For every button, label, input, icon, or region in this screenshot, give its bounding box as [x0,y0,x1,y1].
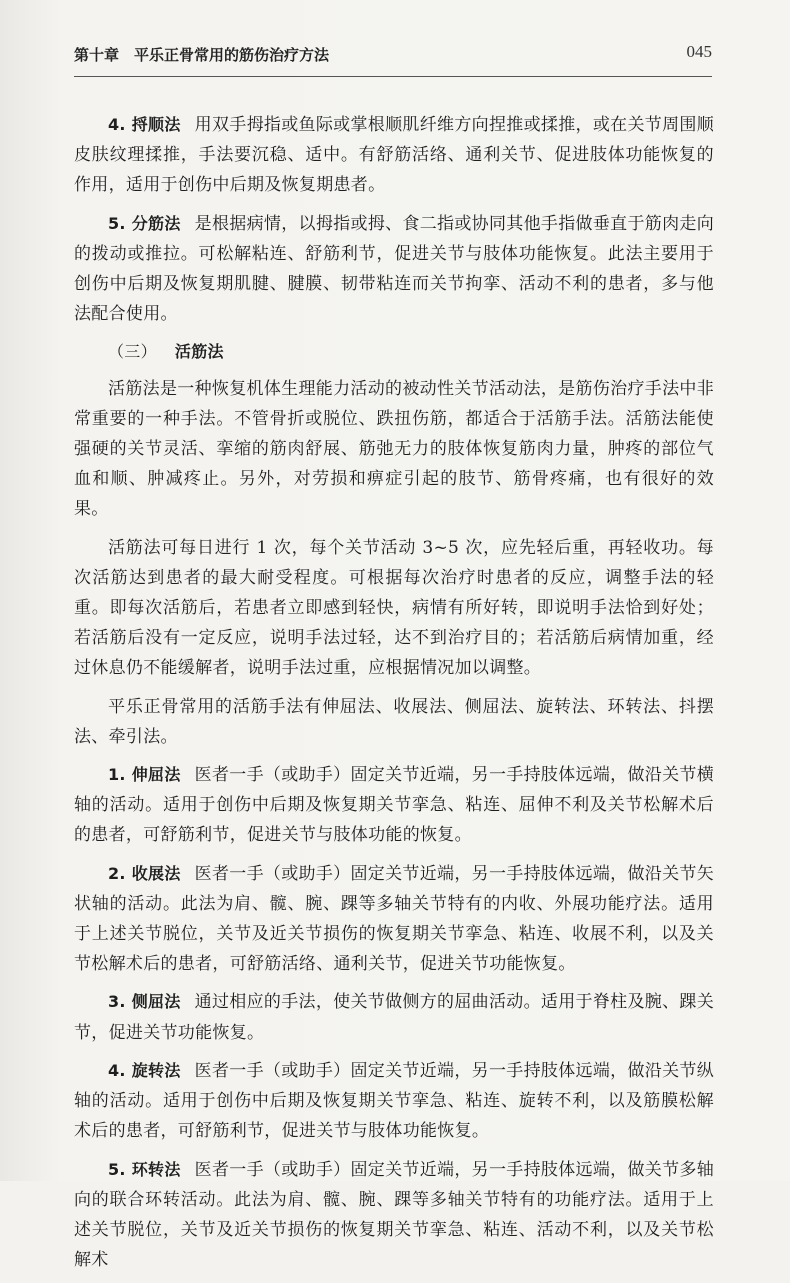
paragraph-frequency: 活筋法可每日进行 1 次，每个关节活动 3~5 次，应先轻后重，再轻收功。每次活筋达到患者的最大耐受程度。可根据每次治疗时患者的反应，调整手法的轻重。即每次活筋后，若患者立即感到轻快，病情有所好转，即说明手法恰到好处；若活筋后没有一定反应，说明手法过轻，达不到治疗目的；若活筋后病情加重，经过休息仍不能缓解者，说明手法过重，应根据情况加以调整。 [74,537,714,679]
term-heading: 5. 分筋法 [108,213,181,233]
term-heading: 3. 侧屈法 [108,992,181,1012]
paragraph-xuanzhuanfa [74,1056,714,1147]
paragraph-intro: 活筋法是一种恢复机体生理能力活动的被动性关节活动法，是筋伤治疗手法中非常重要的一种手法。不管骨折或脱位、跌扭伤筋，都适合于活筋手法。活筋法能使强硬的关节灵活、挛缩的筋肉舒展、筋弛无力的肢体恢复筋肉力量，肿疼的部位气血和顺、肿减疼止。另外，对劳损和痹症引起的肢节、筋骨疼痛，也有很好的效果。 [74,378,714,520]
paragraph-shouzhanfa [74,859,714,980]
paragraph-text: 医者一手（或助手）固定关节近端，另一手持肢体远端，做沿关节横轴的活动。适用于创伤中后期及恢复期关节挛急、粘连、屈伸不利及关节松解术后的患者，可舒筋利节，促进关节与肢体功能的恢复。 [74,765,714,846]
paragraph-cequfa [74,987,714,1047]
chapter-title: 第十章 平乐正骨常用的筋伤治疗方法 [74,46,330,64]
paragraph-text: 医者一手（或助手）固定关节近端，另一手持肢体远端，做沿关节纵轴的活动。适用于创伤中后期及恢复期关节挛急、粘连、旋转不利，以及筋膜松解术后的患者，可舒筋利节，促进关节与肢体功能恢复。 [74,1060,714,1142]
paragraph-text: 医者一手（或助手）固定关节近端，另一手持肢体远端，做关节多轴向的联合环转活动。此法为肩、髋、腕、踝等多轴关节特有的功能疗法。适用于上述关节脱位，关节及近关节损伤的恢复期关节挛急、粘连、活动不利，以及关节松解术 [74,1159,714,1271]
term-heading: 2. 收展法 [108,863,181,883]
paragraph-shenqufa [74,760,714,851]
paragraph-text: 通过相应的手法，使关节做侧方的屈曲活动。适用于脊柱及腕、踝关节，促进关节功能恢复。 [74,992,714,1043]
paragraph-text: 用双手拇指或鱼际或掌根顺肌纤维方向捏推或揉推，或在关节周围顺皮肤纹理揉推，手法要沉稳、适中。有舒筋活络、通利关节、促进肢体功能恢复的作用，适用于创伤中后期及恢复期患者。 [74,115,714,196]
paragraph-text: 医者一手（或助手）固定关节近端，另一手持肢体远端，做沿关节矢状轴的活动。此法为肩、髋、腕、踝等多轴关节特有的内收、外展功能疗法。适用于上述关节脱位，关节及近关节损伤的恢复期关节挛急、粘连、收展不利，以及关节松解术后的患者，可舒筋活络、通利关节，促进关节功能恢复。 [74,863,714,975]
paragraph-methods-list: 平乐正骨常用的活筋手法有伸屈法、收展法、侧屈法、旋转法、环转法、抖摆法、牵引法。 [74,696,714,747]
section-title: 活筋法 [174,342,224,362]
running-header [74,40,712,77]
section-heading [74,337,714,367]
term-heading: 4. 捋顺法 [108,115,181,134]
page-number: 045 [686,42,712,61]
term-heading: 1. 伸屈法 [108,765,181,785]
term-heading: 4. 旋转法 [108,1060,181,1080]
term-heading: 5. 环转法 [108,1159,181,1179]
paragraph-fenjinfa [74,209,714,330]
paragraph-huanzhuanfa [74,1155,714,1276]
page-body [74,110,714,1283]
paragraph-shunfa [74,110,714,201]
section-number: （三） [108,342,157,362]
paragraph-text: 是根据病情，以拇指或拇、食二指或协同其他手指做垂直于筋肉走向的拨动或推拉。可松解粘连、舒筋利节，促进关节与肢体功能恢复。此法主要用于创伤中后期及恢复期肌腱、腱膜、韧带粘连而关节拘挛、活动不利的患者，多与他法配合使用。 [74,213,714,325]
